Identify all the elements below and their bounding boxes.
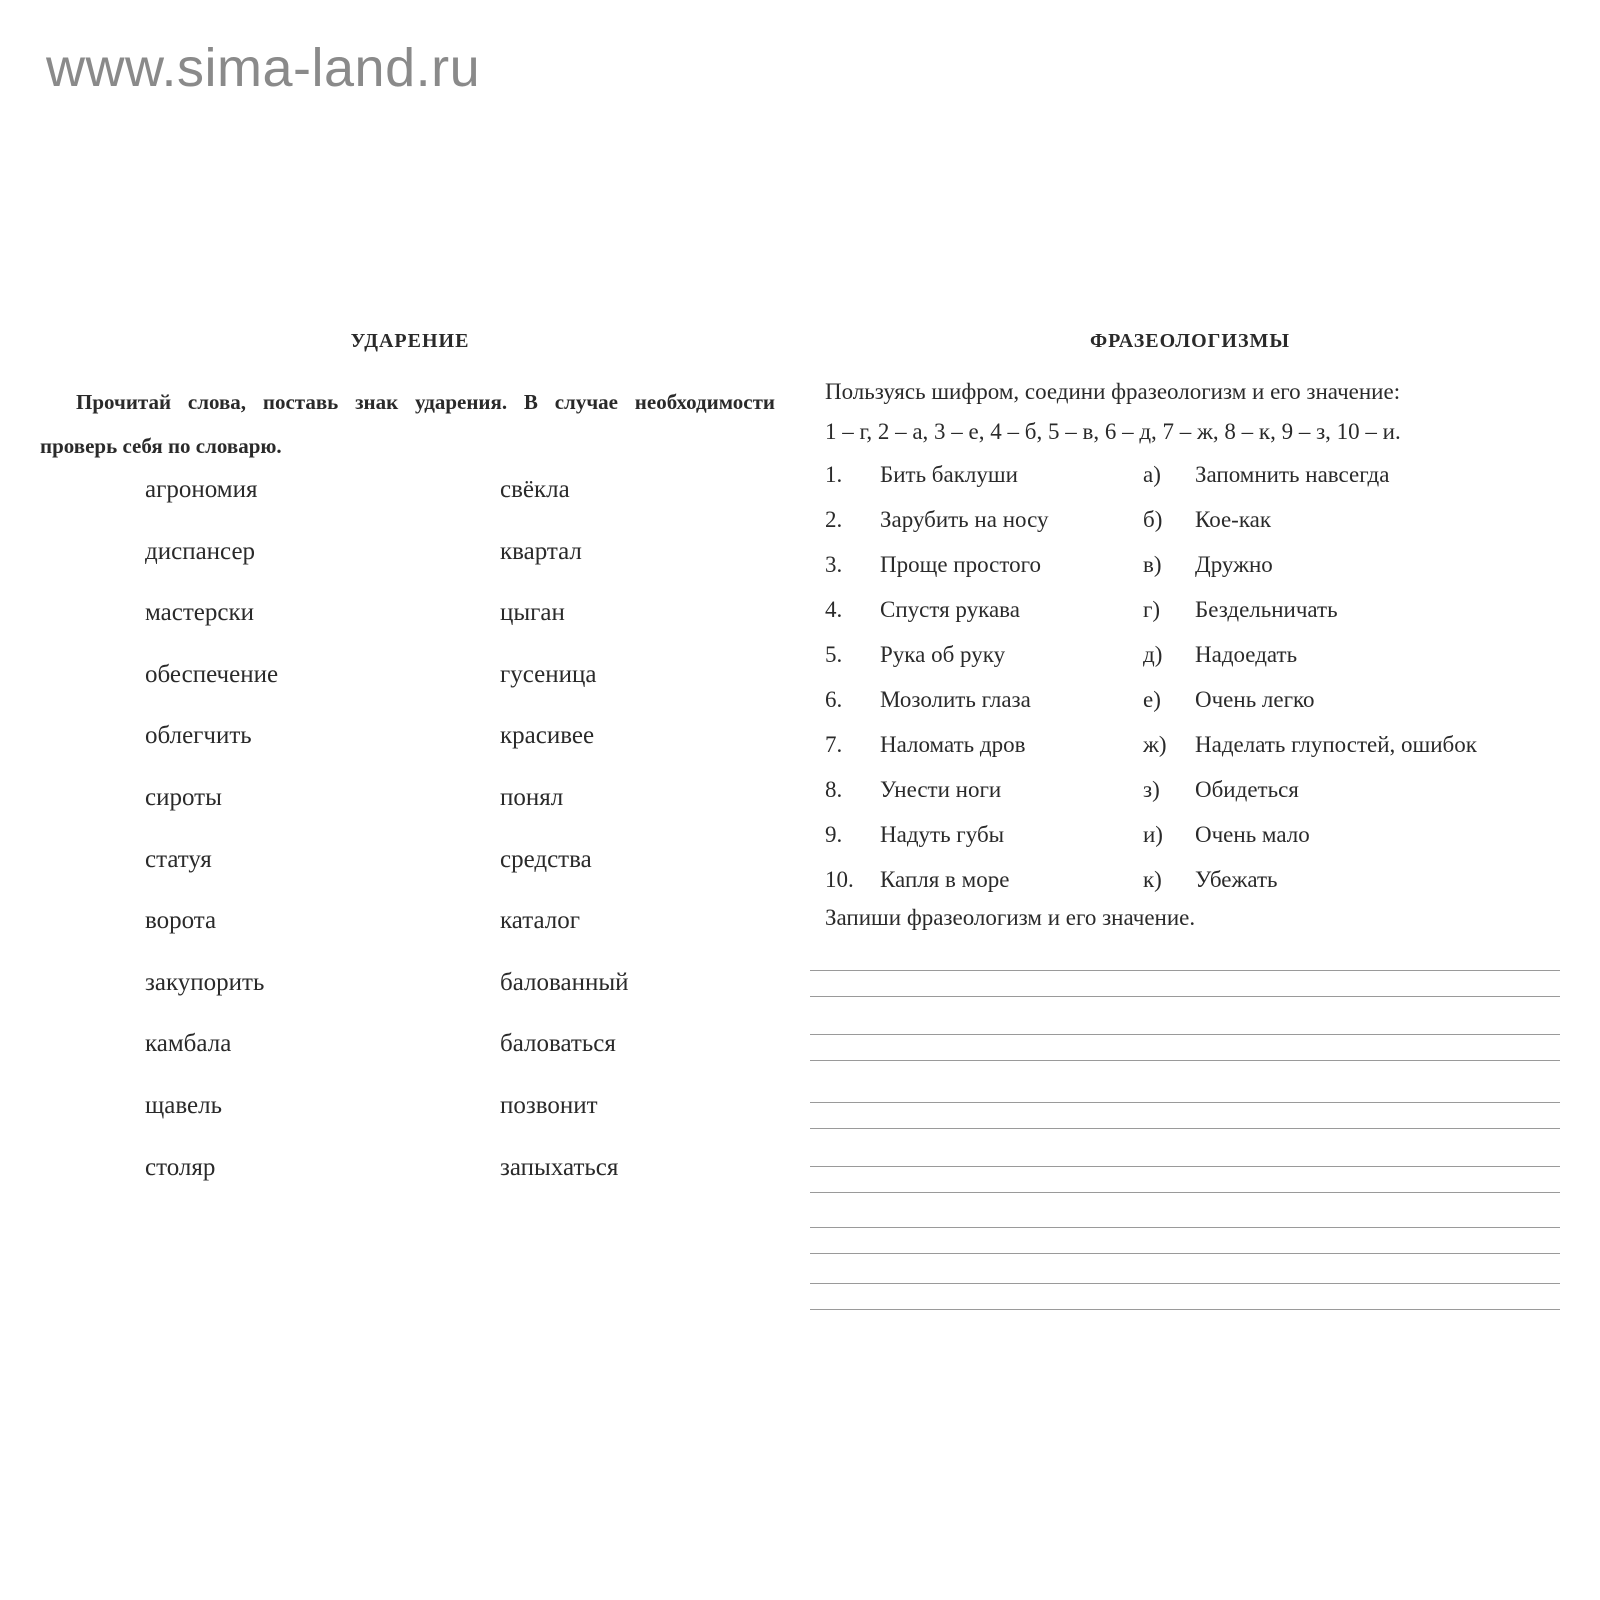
meaning-letter: в) bbox=[1143, 552, 1162, 577]
idiom-meaning: Бездельничать bbox=[1195, 597, 1338, 622]
writing-line[interactable] bbox=[810, 1128, 1560, 1129]
idiom-phrase: Зарубить на носу bbox=[880, 507, 1049, 532]
word-column-1 bbox=[145, 475, 278, 1214]
meaning-letter: к) bbox=[1143, 867, 1162, 892]
idiom-pair-row bbox=[825, 820, 1570, 865]
idiom-pair-row bbox=[825, 505, 1570, 550]
word-item: щавель bbox=[145, 1091, 222, 1119]
word-item: позвонит bbox=[500, 1091, 598, 1119]
word-item: облегчить bbox=[145, 722, 252, 750]
word-item: гусеница bbox=[500, 660, 597, 688]
word-item: свёкла bbox=[500, 476, 570, 503]
word-item: красивее bbox=[500, 722, 595, 750]
word-item: ворота bbox=[145, 907, 217, 935]
write-instruction: Запиши фразеологизм и его значение. bbox=[825, 905, 1196, 930]
idiom-phrase: Надуть губы bbox=[880, 822, 1005, 847]
idiom-meaning: Очень легко bbox=[1195, 687, 1315, 712]
idiom-phrase: Унести ноги bbox=[880, 777, 1002, 802]
stress-instruction: Прочитай слова, поставь знак ударения. В случае необходимости проверь себя по словарю. bbox=[40, 390, 775, 458]
writing-line[interactable] bbox=[810, 970, 1560, 971]
idiom-meaning: Кое-как bbox=[1195, 507, 1272, 532]
word-item: мастерски bbox=[145, 599, 254, 627]
writing-line[interactable] bbox=[810, 1166, 1560, 1167]
writing-line[interactable] bbox=[810, 1283, 1560, 1284]
idiom-pair-row bbox=[825, 460, 1570, 505]
word-item: каталог bbox=[500, 907, 580, 935]
idiom-phrase: Капля в море bbox=[880, 867, 1010, 892]
idiom-number: 6. bbox=[825, 687, 843, 712]
idiom-pair-row bbox=[825, 685, 1570, 730]
idiom-meaning: Очень мало bbox=[1195, 822, 1310, 847]
meaning-letter: и) bbox=[1143, 822, 1163, 847]
meaning-letter: е) bbox=[1143, 687, 1161, 712]
word-item: цыган bbox=[500, 599, 565, 627]
word-item: балованный bbox=[500, 968, 629, 996]
idioms-instruction bbox=[825, 372, 1565, 452]
idiom-phrase: Проще простого bbox=[880, 552, 1041, 577]
writing-line[interactable] bbox=[810, 1227, 1560, 1228]
meaning-letter: ж) bbox=[1143, 732, 1167, 757]
word-column-2 bbox=[500, 475, 629, 1214]
writing-line[interactable] bbox=[810, 1034, 1560, 1035]
idiom-phrase: Спустя рукава bbox=[880, 597, 1020, 622]
idioms-cipher-line: 1 – г, 2 – а, 3 – е, 4 – б, 5 – в, 6 – д, 7 – ж, 8 – к, 9 – з, 10 – и. bbox=[825, 419, 1401, 444]
word-item: статуя bbox=[145, 845, 212, 873]
word-item: закупорить bbox=[145, 968, 265, 996]
idiom-meaning: Обидеться bbox=[1195, 777, 1299, 802]
word-item: обеспечение bbox=[145, 660, 279, 688]
idiom-number: 5. bbox=[825, 642, 843, 667]
idiom-meaning: Надоедать bbox=[1195, 642, 1298, 667]
writing-line[interactable] bbox=[810, 1192, 1560, 1193]
idiom-pairs-list bbox=[825, 460, 1570, 910]
writing-line[interactable] bbox=[810, 1060, 1560, 1061]
idiom-meaning: Запомнить навсегда bbox=[1195, 462, 1390, 487]
word-item: камбала bbox=[145, 1030, 232, 1058]
meaning-letter: б) bbox=[1143, 507, 1163, 532]
idiom-meaning: Дружно bbox=[1195, 552, 1273, 577]
word-item: средства bbox=[500, 845, 592, 873]
idiom-number: 3. bbox=[825, 552, 843, 577]
writing-line[interactable] bbox=[810, 1253, 1560, 1254]
idiom-pair-row bbox=[825, 775, 1570, 820]
meaning-letter: д) bbox=[1143, 642, 1163, 667]
word-item: агрономия bbox=[145, 476, 258, 503]
idiom-number: 4. bbox=[825, 597, 843, 622]
idiom-number: 8. bbox=[825, 777, 843, 802]
word-item: квартал bbox=[500, 537, 582, 565]
idiom-number: 9. bbox=[825, 822, 843, 847]
watermark: www.sima-land.ru bbox=[46, 38, 481, 98]
idiom-phrase: Наломать дров bbox=[880, 732, 1026, 757]
idiom-pair-row bbox=[825, 640, 1570, 685]
stress-heading: УДАРЕНИЕ bbox=[350, 330, 470, 352]
idiom-phrase: Бить баклуши bbox=[880, 462, 1018, 487]
idiom-pair-row bbox=[825, 730, 1570, 775]
writing-line[interactable] bbox=[810, 996, 1560, 997]
idiom-meaning: Убежать bbox=[1195, 867, 1278, 892]
writing-line[interactable] bbox=[810, 1102, 1560, 1103]
meaning-letter: г) bbox=[1143, 597, 1161, 622]
word-item: диспансер bbox=[145, 537, 256, 565]
idiom-number: 2. bbox=[825, 507, 843, 532]
word-item: сироты bbox=[145, 783, 222, 811]
word-item: столяр bbox=[145, 1153, 216, 1181]
idiom-phrase: Рука об руку bbox=[880, 642, 1006, 667]
idioms-instruction-line: Пользуясь шифром, соедини фразеологизм и его значение: bbox=[825, 379, 1401, 404]
idioms-heading: ФРАЗЕОЛОГИЗМЫ bbox=[1089, 330, 1291, 352]
writing-line[interactable] bbox=[810, 1309, 1560, 1310]
idiom-meaning: Наделать глупостей, ошибок bbox=[1195, 732, 1477, 757]
word-item: запыхаться bbox=[500, 1153, 619, 1181]
idiom-number: 1. bbox=[825, 462, 843, 487]
idiom-number: 10. bbox=[825, 867, 854, 892]
idiom-number: 7. bbox=[825, 732, 843, 757]
word-item: баловаться bbox=[500, 1030, 616, 1058]
word-item: понял bbox=[500, 783, 564, 811]
idiom-pair-row bbox=[825, 595, 1570, 640]
meaning-letter: а) bbox=[1143, 462, 1161, 487]
meaning-letter: з) bbox=[1143, 777, 1160, 802]
idiom-pair-row bbox=[825, 550, 1570, 595]
idiom-phrase: Мозолить глаза bbox=[880, 687, 1031, 712]
